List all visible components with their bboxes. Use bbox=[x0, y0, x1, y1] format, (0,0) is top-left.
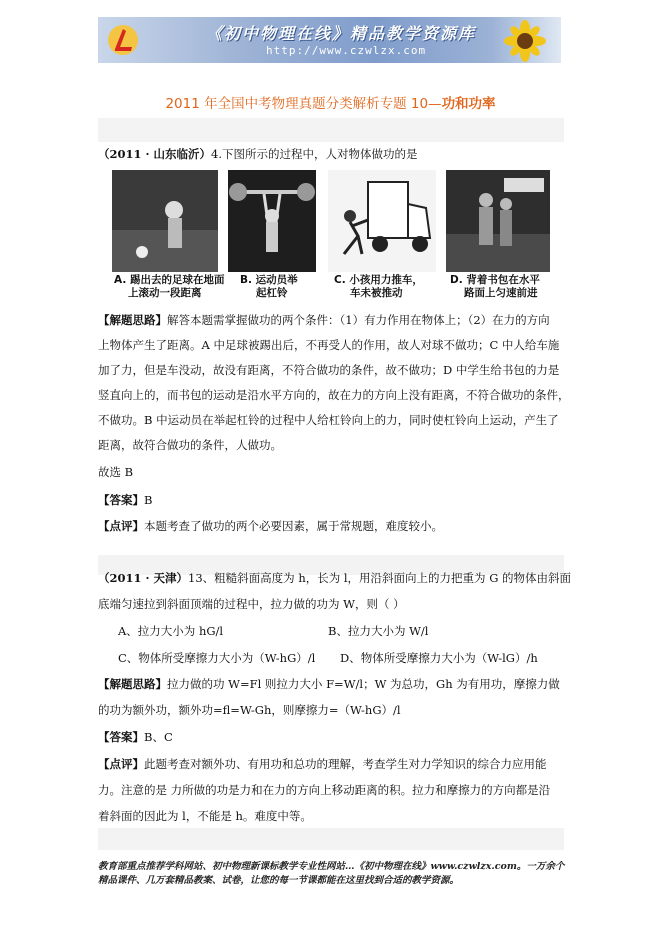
q2-analysis-line: 的功为额外功，额外功=fl=W-Gh，则摩擦力=（W-hG）/l bbox=[98, 703, 401, 717]
q2-stem-text: 13、粗糙斜面高度为 h，长为 l，用沿斜面向上的力把重为 G 的物体由斜面 bbox=[188, 571, 572, 585]
q2-stem bbox=[98, 566, 572, 591]
q2-comment-line: 着斜面的因此为 l，不能是 h。难度中等。 bbox=[98, 809, 312, 823]
q1-analysis-line: 竖直向上的，而书包的运动是沿水平方向的，故在力的方向上没有距离，不符合做功的条件， bbox=[98, 388, 570, 402]
shaded-band bbox=[98, 828, 564, 850]
photo-schoolbag bbox=[446, 170, 550, 272]
option-caption-a bbox=[114, 274, 224, 300]
q1-stem bbox=[98, 142, 564, 167]
option-a-line2: 上滚动一段距离 bbox=[128, 287, 202, 299]
header-banner bbox=[98, 17, 561, 63]
option-caption-b bbox=[240, 274, 298, 300]
q2-source: （2011 · 天津） bbox=[98, 571, 189, 585]
page-footer: 教育部重点推荐学科网站、初中物理新课标教学专业性网站…《初中物理在线》www.czwlzx.com。一万余个精品课件、几万套精品教案、试卷，让您的每一节课都能在这里找到合适的教学资源。 bbox=[98, 861, 565, 886]
site-logo-icon bbox=[106, 23, 140, 57]
photo-football bbox=[112, 170, 218, 272]
q2-comment-head: 【点评】 bbox=[98, 757, 144, 771]
q1-answer-head: 【答案】 bbox=[98, 493, 144, 507]
q1-answer-value: B bbox=[144, 493, 153, 507]
shaded-band bbox=[98, 118, 564, 142]
q2-option-c: C、物体所受摩擦力大小为（W-hG）/l bbox=[118, 651, 316, 665]
q2-answer bbox=[98, 725, 564, 750]
banner-title: 《初中物理在线》精品教学资源库 bbox=[206, 24, 477, 43]
document-title bbox=[0, 92, 661, 112]
q1-analysis-text: 解答本题需掌握做功的两个条件：（1）有力作用在物体上；（2）在力的方向 bbox=[167, 313, 550, 327]
q1-source: （2011 · 山东临沂） bbox=[98, 147, 212, 161]
q1-answer bbox=[98, 488, 564, 513]
q1-stem-text: 4.下图所示的过程中，人对物体做功的是 bbox=[211, 147, 418, 161]
option-c-line1: C. 小孩用力推车， bbox=[334, 274, 423, 286]
q2-analysis bbox=[98, 672, 564, 697]
q1-analysis-line: 加了力，但是车没动，故没有距离，不符合做功的条件，故不做功；D 中学生给书包的力是 bbox=[98, 363, 560, 377]
q2-stem-line: 底端匀速拉到斜面顶端的过程中，拉力做的功为 W，则（ ） bbox=[98, 597, 405, 611]
q1-analysis-head: 【解题思路】 bbox=[98, 313, 167, 327]
document-title-topic: 功和功率 bbox=[441, 96, 496, 112]
option-c-line2: 车未被推动 bbox=[350, 287, 403, 299]
q1-analysis-line: 距离，故符合做功的条件，人做功。 bbox=[98, 438, 282, 452]
q1-comment bbox=[98, 514, 564, 539]
photo-weightlifter bbox=[228, 170, 316, 272]
q1-analysis-line bbox=[98, 308, 564, 333]
document-title-text: 2011 年全国中考物理真题分类解析专题 10— bbox=[165, 96, 442, 112]
q1-comment-head: 【点评】 bbox=[98, 519, 144, 533]
option-a-line1: A. 踢出去的足球在地面 bbox=[114, 274, 225, 286]
option-caption-d bbox=[450, 274, 540, 300]
q1-analysis-line: 不做功。B 中运动员在举起杠铃的过程中人给杠铃向上的力，同时使杠铃向上运动，产生了 bbox=[98, 413, 559, 427]
option-b-line2: 起杠铃 bbox=[256, 287, 288, 299]
option-caption-c bbox=[334, 274, 423, 300]
q2-option-b: B、拉力大小为 W/l bbox=[328, 624, 429, 638]
q2-comment-text: 此题考查对额外功、有用功和总功的理解，考查学生对力学知识的综合力应用能 bbox=[144, 757, 547, 771]
photo-push-truck bbox=[328, 170, 436, 272]
q2-answer-head: 【答案】 bbox=[98, 730, 144, 744]
option-d-line1: D. 背着书包在水平 bbox=[450, 274, 540, 286]
q2-comment-line: 力。注意的是 力所做的功是力和在力的方向上移动距离的积。拉力和摩擦力的方向都是沿 bbox=[98, 783, 551, 797]
q2-analysis-head: 【解题思路】 bbox=[98, 677, 167, 691]
q1-choose: 故选 B bbox=[98, 465, 134, 479]
option-d-line2: 路面上匀速前进 bbox=[464, 287, 538, 299]
q2-comment bbox=[98, 752, 564, 777]
q1-figure bbox=[112, 170, 552, 302]
option-b-line1: B. 运动员举 bbox=[240, 274, 298, 286]
banner-url: http://www.czwlzx.com bbox=[266, 44, 427, 57]
q2-option-d: D、物体所受摩擦力大小为（W-lG）/h bbox=[340, 651, 538, 665]
q1-comment-text: 本题考查了做功的两个必要因素，属于常规题，难度较小。 bbox=[144, 519, 443, 533]
q1-analysis-line: 上物体产生了距离。A 中足球被踢出后，不再受人的作用，故人对球不做功；C 中人给车施 bbox=[98, 338, 560, 352]
q2-answer-value: B、C bbox=[144, 730, 173, 744]
q2-analysis-text: 拉力做的功 W=Fl 则拉力大小 F=W/l；W 为总功，Gh 为有用功，摩擦力做 bbox=[167, 677, 560, 691]
q2-option-a: A、拉力大小为 hG/l bbox=[118, 624, 224, 638]
sunflower-icon bbox=[491, 19, 551, 63]
